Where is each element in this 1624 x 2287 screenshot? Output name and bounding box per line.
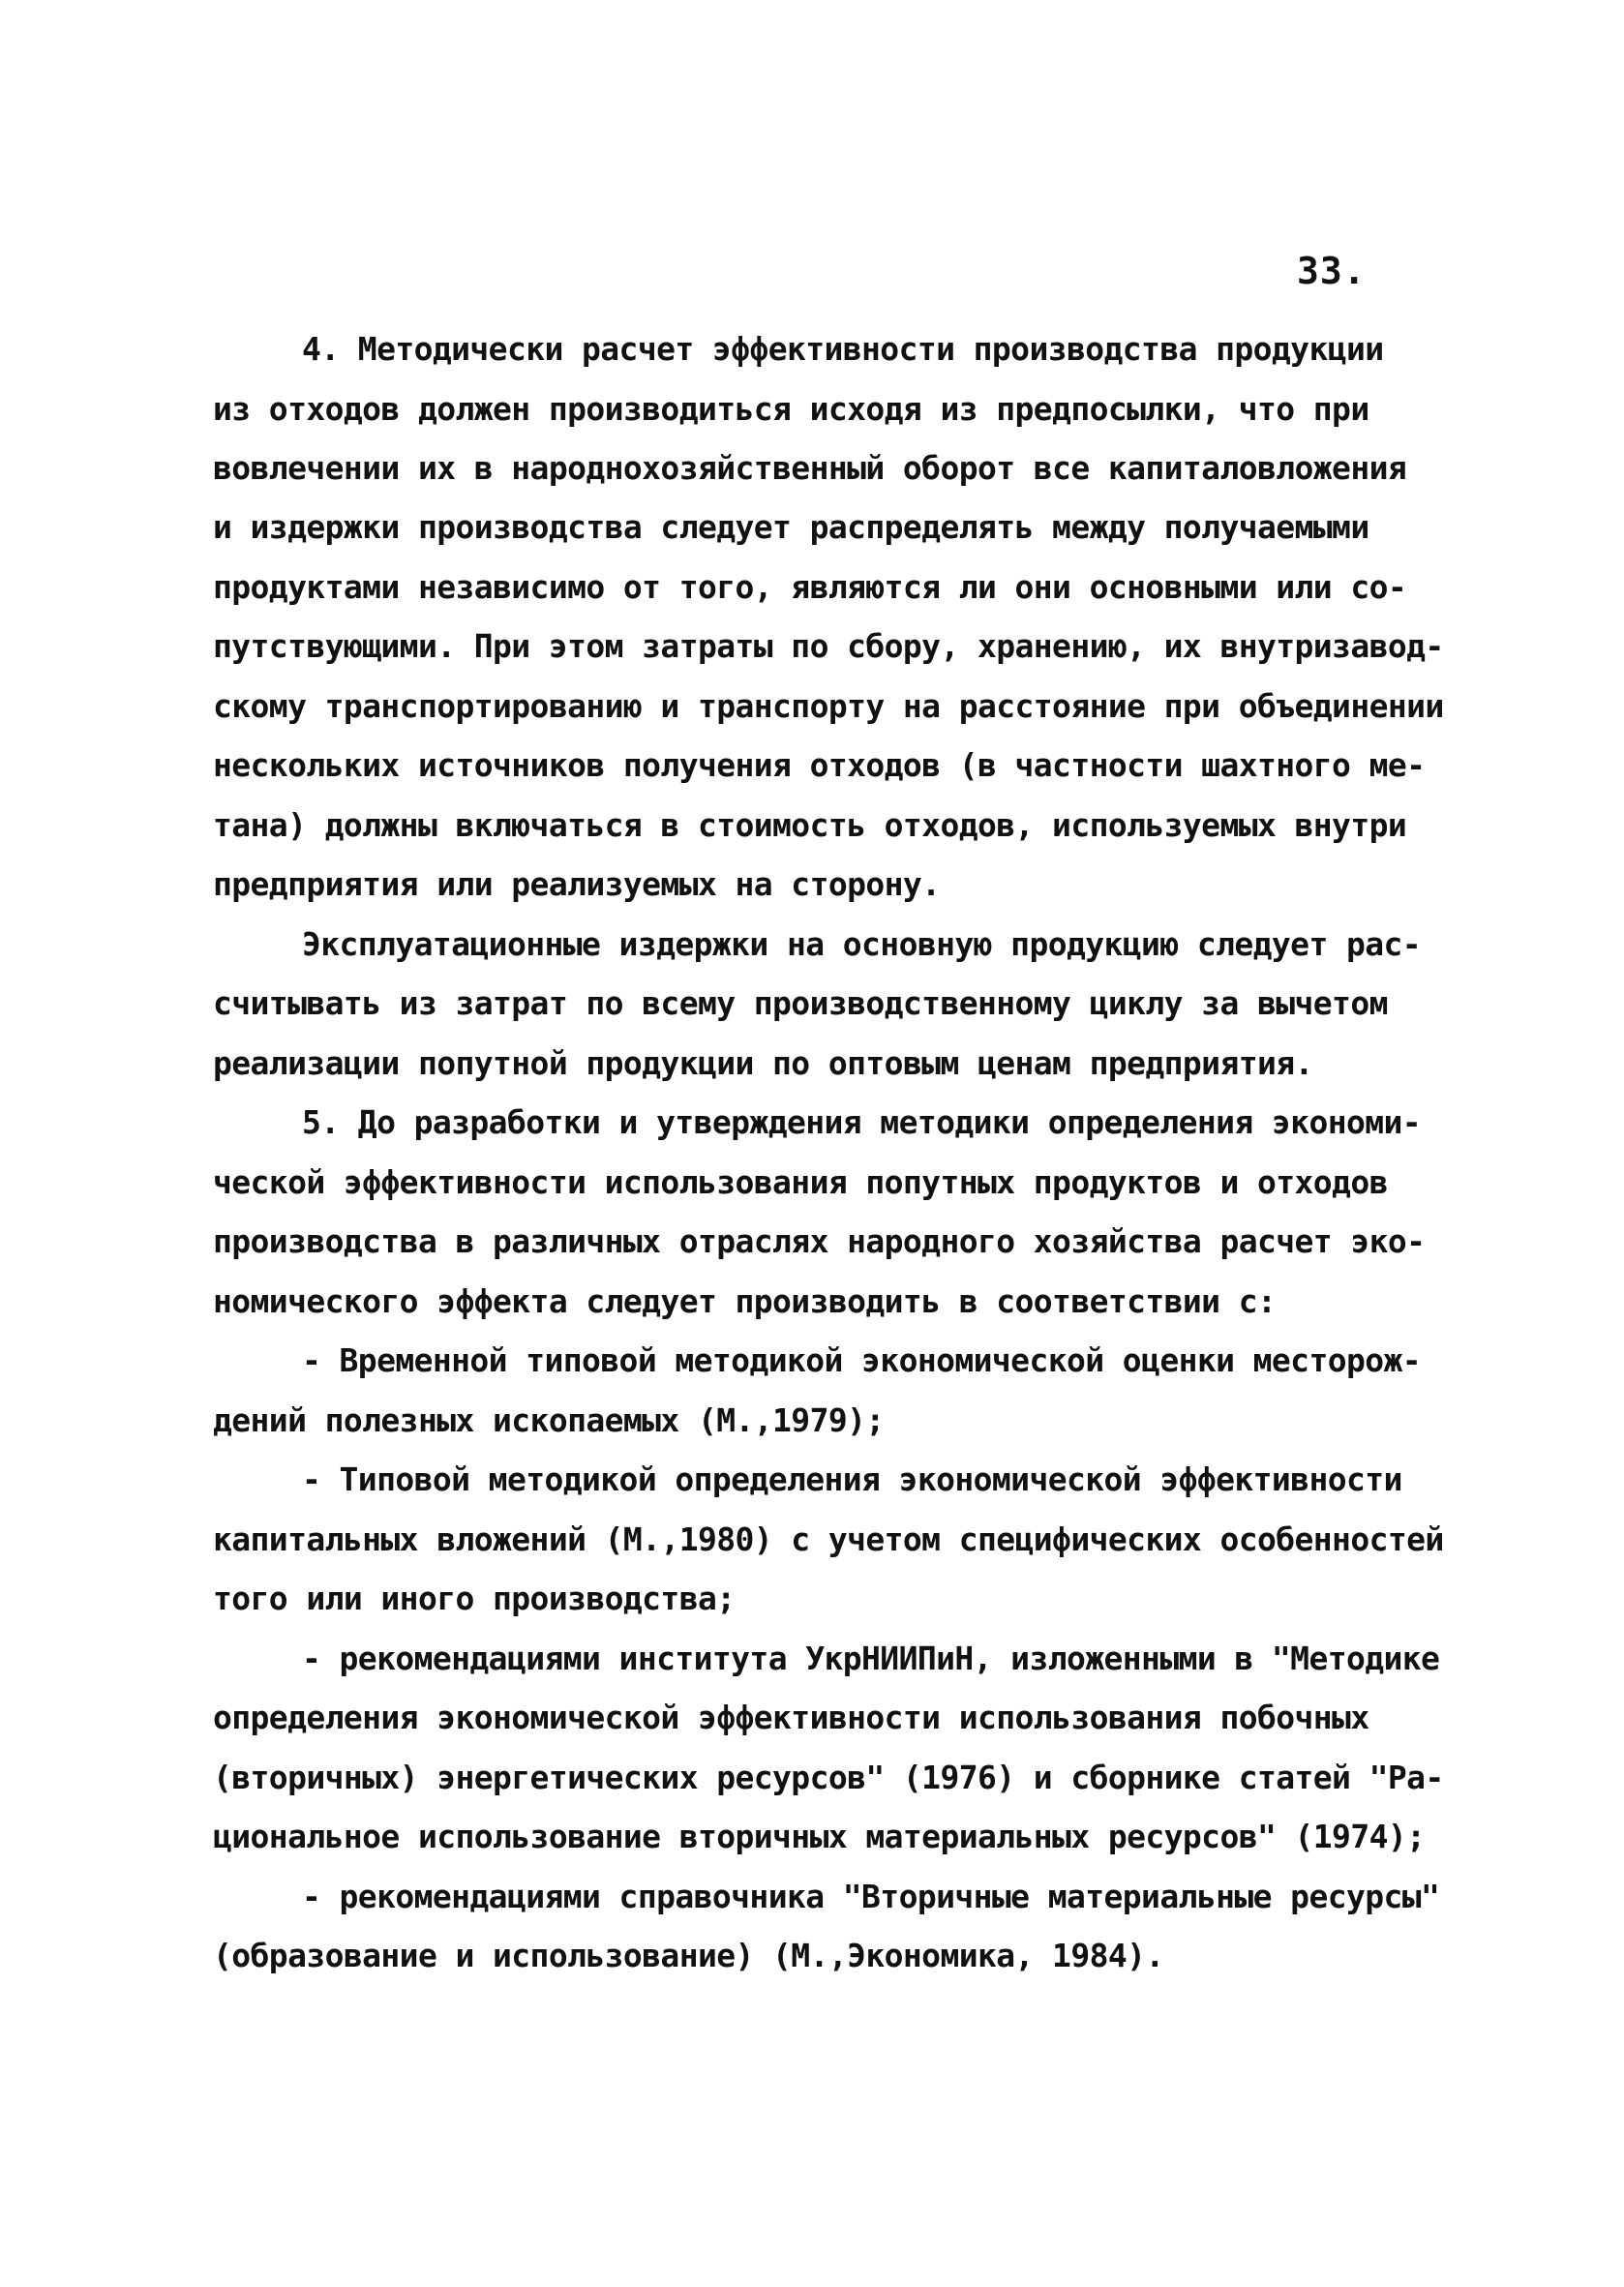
text-line: того или иного производства; xyxy=(213,1580,736,1617)
text-line: - рекомендациями института УкрНИИПиН, изложенными в "Методике xyxy=(302,1640,1440,1677)
text-line: тана) должны включаться в стоимость отходов, используемых внутри xyxy=(213,806,1407,844)
text-line: определения экономической эффективности использования побочных xyxy=(213,1699,1369,1736)
text-line: производства в различных отраслях народного хозяйства расчет эко- xyxy=(213,1222,1426,1260)
text-line: циональное использование вторичных материальных ресурсов" (1974); xyxy=(213,1818,1426,1855)
text-line: дений полезных ископаемых (М.,1979); xyxy=(213,1401,885,1439)
text-line: Эксплуатационные издержки на основную продукцию следует рас- xyxy=(302,925,1422,963)
text-line: скому транспортированию и транспорту на расстояние при объединении xyxy=(213,687,1444,725)
text-line: 5. До разработки и утверждения методики определения экономи- xyxy=(302,1103,1422,1141)
text-line: капитальных вложений (М.,1980) с учетом специфических особенностей xyxy=(213,1520,1444,1558)
text-line: и издержки производства следует распределять между получаемыми xyxy=(213,508,1369,546)
text-line: нескольких источников получения отходов (в частности шахтного ме- xyxy=(213,746,1426,784)
text-line: - Временной типовой методикой экономической оценки месторож- xyxy=(302,1341,1422,1379)
text-line: (вторичных) энергетических ресурсов" (1976) и сборнике статей "Ра- xyxy=(213,1759,1444,1796)
text-line: - Типовой методикой определения экономической эффективности xyxy=(302,1460,1402,1498)
text-line: вовлечении их в народнохозяйственный оборот все капиталовложения xyxy=(213,449,1407,487)
text-line: предприятия или реализуемых на сторону. xyxy=(213,865,941,903)
text-line: из отходов должен производиться исходя из предпосылки, что при xyxy=(213,390,1369,428)
text-line: считывать из затрат по всему производственному циклу за вычетом xyxy=(213,984,1388,1022)
text-line: реализации попутной продукции по оптовым ценам предприятия. xyxy=(213,1044,1313,1082)
page-number: 33. xyxy=(1297,250,1367,292)
text-line: 4. Методически расчет эффективности производства продукции xyxy=(302,330,1384,368)
text-line: номического эффекта следует производить в соответствии с: xyxy=(213,1282,1277,1320)
text-line: (образование и использование) (М.,Экономика, 1984). xyxy=(213,1937,1164,1974)
text-line: - рекомендациями справочника "Вторичные материальные ресурсы" xyxy=(302,1878,1440,1915)
text-line: продуктами независимо от того, являются ли они основными или со- xyxy=(213,568,1407,606)
text-line: путствующими. При этом затраты по сбору, хранению, их внутризавод- xyxy=(213,627,1444,665)
text-line: ческой эффективности использования попутных продуктов и отходов xyxy=(213,1163,1388,1201)
